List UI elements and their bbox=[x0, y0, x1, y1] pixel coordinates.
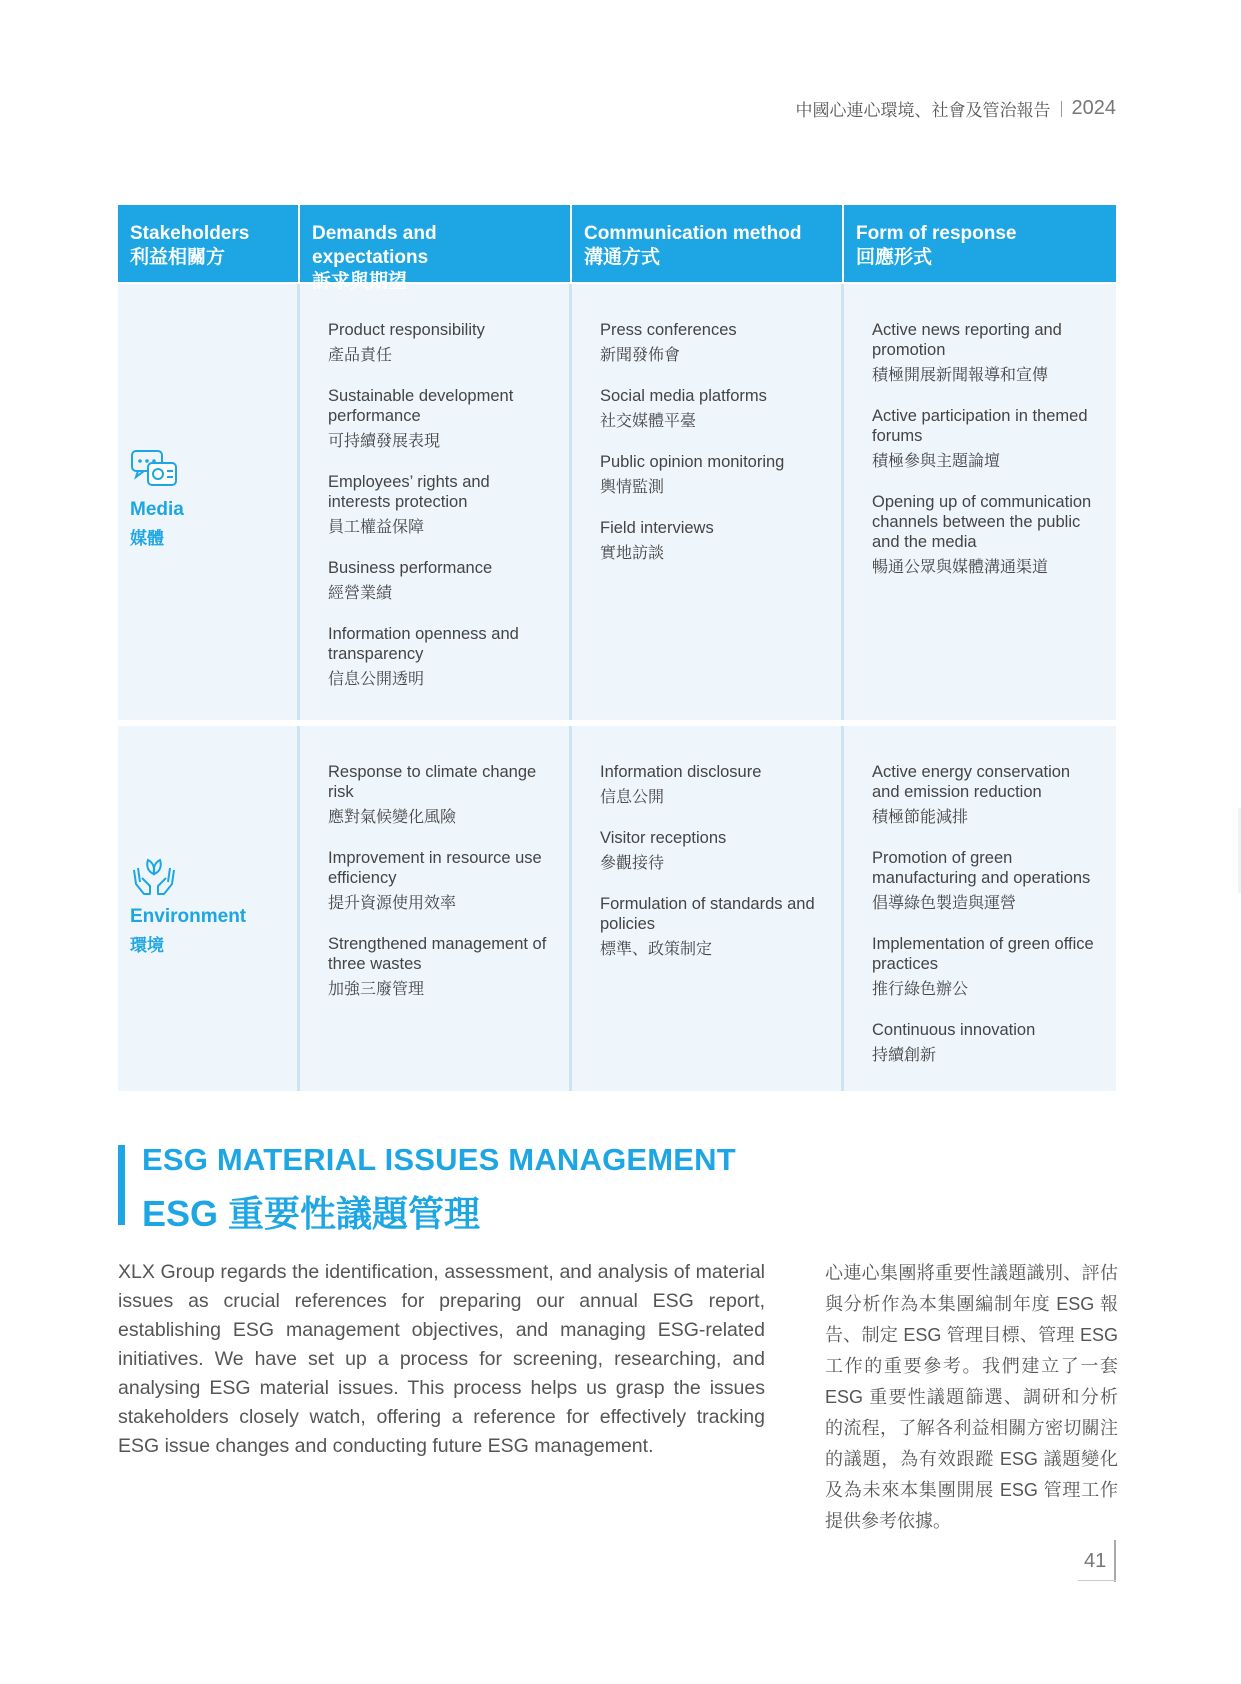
header-en: Communication method bbox=[584, 223, 802, 244]
item-en: Product responsibility bbox=[328, 321, 485, 339]
list-item bbox=[328, 762, 555, 828]
list-item bbox=[328, 386, 555, 452]
methods-cell bbox=[572, 284, 844, 720]
item-en: Promotion of green manufacturing and operations bbox=[872, 849, 1091, 887]
item-zh: 可持續發展表現 bbox=[328, 433, 441, 450]
item-zh: 暢通公眾與媒體溝通渠道 bbox=[872, 559, 1049, 576]
list-item bbox=[600, 386, 827, 432]
section-title-en: ESG MATERIAL ISSUES MANAGEMENT bbox=[142, 1142, 736, 1177]
table-header bbox=[118, 205, 1116, 292]
header-en: Form of response bbox=[856, 223, 1017, 244]
item-en: Employees’ rights and interests protection bbox=[328, 473, 490, 511]
item-zh: 員工權益保障 bbox=[328, 519, 425, 536]
stakeholder-name-en: Media bbox=[130, 499, 184, 520]
stakeholder-table bbox=[118, 205, 1116, 1091]
item-zh: 積極節能減排 bbox=[872, 809, 969, 826]
item-en: Information openness and transparency bbox=[328, 625, 519, 663]
item-en: Continuous innovation bbox=[872, 1021, 1036, 1039]
item-zh: 推行綠色辦公 bbox=[872, 981, 969, 998]
list-item bbox=[600, 518, 827, 564]
item-en: Information disclosure bbox=[600, 763, 762, 781]
item-en: Opening up of communication channels between the public and the media bbox=[872, 493, 1092, 551]
methods-cell bbox=[572, 726, 844, 1091]
item-zh: 新聞發佈會 bbox=[600, 347, 681, 364]
list-item bbox=[328, 558, 555, 604]
responses-cell bbox=[844, 726, 1116, 1091]
section-title-zh: ESG 重要性議題管理 bbox=[142, 1193, 481, 1234]
table-row bbox=[118, 726, 1116, 1091]
item-en: Active news reporting and promotion bbox=[872, 321, 1062, 359]
item-en: Formulation of standards and policies bbox=[600, 895, 815, 933]
item-zh: 信息公開透明 bbox=[328, 671, 425, 688]
header-en: Stakeholders bbox=[130, 223, 250, 244]
list-item bbox=[600, 828, 827, 874]
stakeholder-name-zh: 環境 bbox=[130, 935, 164, 955]
header-divider bbox=[1061, 101, 1062, 117]
hands-leaf-icon bbox=[130, 856, 178, 896]
item-en: Public opinion monitoring bbox=[600, 453, 785, 471]
responses-cell bbox=[844, 284, 1116, 720]
list-item bbox=[600, 320, 827, 366]
header-zh: 利益相關方 bbox=[130, 247, 226, 268]
item-en: Implementation of green office practices bbox=[872, 935, 1094, 973]
report-title: 中國心連心環境、社會及管治報告 bbox=[795, 101, 1051, 120]
demands-cell bbox=[300, 284, 572, 720]
header-zh: 回應形式 bbox=[856, 247, 933, 268]
report-header bbox=[796, 96, 1117, 121]
item-zh: 社交媒體平臺 bbox=[600, 413, 697, 430]
page-number: 41 bbox=[1084, 1550, 1107, 1572]
item-zh: 提升資源使用效率 bbox=[328, 895, 457, 912]
item-zh: 倡導綠色製造與運營 bbox=[872, 895, 1017, 912]
item-zh: 加強三廢管理 bbox=[328, 981, 425, 998]
item-en: Field interviews bbox=[600, 519, 714, 537]
header-zh: 溝通方式 bbox=[584, 247, 661, 268]
item-zh: 積極參與主題論壇 bbox=[872, 453, 1001, 470]
list-item bbox=[328, 320, 555, 366]
page-number-divider bbox=[1114, 1540, 1116, 1582]
list-item bbox=[328, 472, 555, 538]
item-en: Press conferences bbox=[600, 321, 737, 339]
stakeholder-cell bbox=[118, 284, 300, 720]
item-zh: 產品責任 bbox=[328, 347, 393, 364]
item-zh: 積極開展新聞報導和宣傳 bbox=[872, 367, 1049, 384]
header-zh: 訴求與期望 bbox=[312, 271, 408, 292]
header-demands bbox=[300, 205, 572, 292]
item-en: Sustainable development performance bbox=[328, 387, 514, 425]
item-en: Visitor receptions bbox=[600, 829, 727, 847]
item-zh: 經營業績 bbox=[328, 585, 393, 602]
section-accent-bar bbox=[118, 1145, 125, 1225]
item-zh: 持續創新 bbox=[872, 1047, 937, 1064]
list-item bbox=[872, 762, 1102, 828]
item-en: Strengthened management of three wastes bbox=[328, 935, 547, 973]
item-zh: 參觀接待 bbox=[600, 855, 665, 872]
item-en: Business performance bbox=[328, 559, 493, 577]
item-en: Improvement in resource use efficiency bbox=[328, 849, 542, 887]
list-item bbox=[328, 624, 555, 690]
item-zh: 應對氣候變化風險 bbox=[328, 809, 457, 826]
list-item bbox=[328, 848, 555, 914]
item-zh: 信息公開 bbox=[600, 789, 665, 806]
item-en: Social media platforms bbox=[600, 387, 767, 405]
table-row bbox=[118, 284, 1116, 720]
header-en: Demands and expectations bbox=[312, 223, 437, 268]
demands-cell bbox=[300, 726, 572, 1091]
list-item bbox=[600, 452, 827, 498]
body-text-en: XLX Group regards the identification, assessment, and analysis of material issues as crucial references for preparing our annual ESG report, establishing ESG management objectives, and managing ESG-related initiatives. We have set up a process for screening, researching, and analysing ESG material issues. This process helps us grasp the issues stakeholders closely watch, offering a reference for effectively tracking ESG issue changes and conducting future ESG management. bbox=[118, 1261, 765, 1457]
list-item bbox=[872, 406, 1102, 472]
item-en: Active participation in themed forums bbox=[872, 407, 1088, 445]
item-zh: 標準、政策制定 bbox=[600, 941, 713, 958]
header-response bbox=[844, 205, 1116, 282]
list-item bbox=[872, 934, 1102, 1000]
list-item bbox=[328, 934, 555, 1000]
body-text-zh: 心連心集團將重要性議題識別、評估與分析作為本集團編制年度 ESG 報告、制定 ESG 管理目標、管理 ESG 工作的重要參考。我們建立了一套 ESG 重要性議題篩選、調研和分析的流程，了解各利益相關方密切關注的議題，為有效跟蹤 ESG 議題變化及為未來本集團開展 ESG 管理工作提供參考依據。 bbox=[825, 1263, 1118, 1531]
header-stakeholders bbox=[118, 205, 300, 282]
item-en: Active energy conservation and emission reduction bbox=[872, 763, 1071, 801]
item-zh: 實地訪談 bbox=[600, 545, 665, 562]
chat-bubbles-icon bbox=[130, 449, 178, 489]
report-year: 2024 bbox=[1071, 97, 1116, 119]
list-item bbox=[872, 848, 1102, 914]
page-number-underline bbox=[1078, 1580, 1116, 1581]
list-item bbox=[872, 492, 1102, 578]
list-item bbox=[872, 320, 1102, 386]
list-item bbox=[600, 894, 827, 960]
item-zh: 輿情監測 bbox=[600, 479, 665, 496]
item-en: Response to climate change risk bbox=[328, 763, 537, 801]
stakeholder-name-zh: 媒體 bbox=[130, 529, 164, 548]
list-item bbox=[600, 762, 827, 808]
stakeholder-cell bbox=[118, 726, 300, 1091]
header-communication bbox=[572, 205, 844, 282]
list-item bbox=[872, 1020, 1102, 1066]
stakeholder-name-en: Environment bbox=[130, 905, 247, 927]
